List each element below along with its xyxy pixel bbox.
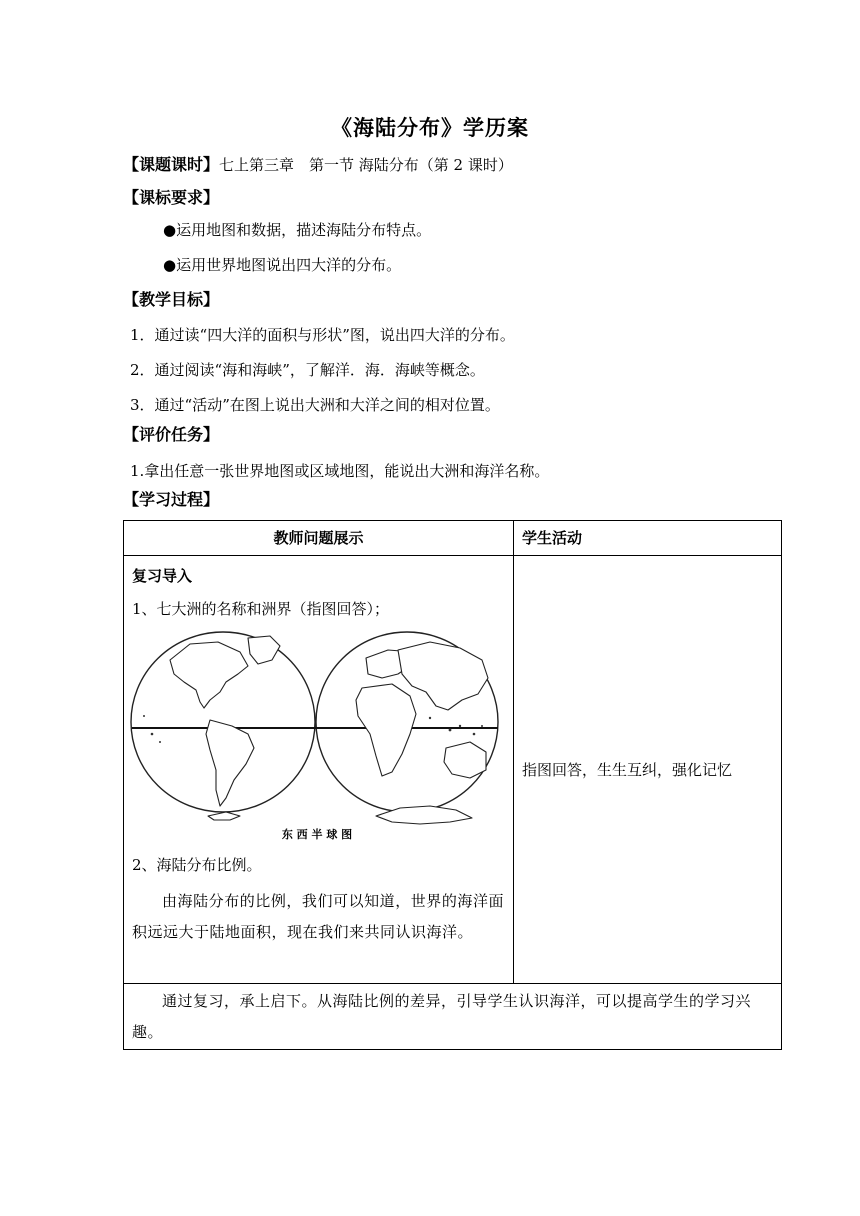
question-item: 2、海陆分布比例。	[132, 856, 262, 874]
goal-item: 2．通过阅读“海和海峡”，了解洋．海．海峡等概念。	[130, 361, 485, 379]
table-row	[124, 556, 782, 984]
map-caption: 东 西 半 球 图	[281, 828, 353, 841]
learning-process-table	[123, 520, 782, 1050]
eval-heading: 【评价任务】	[123, 425, 220, 444]
standard-item: ●运用地图和数据，描述海陆分布特点。	[163, 221, 432, 239]
goal-item: 3．通过“活动”在图上说出大洲和大洋之间的相对位置。	[130, 396, 500, 414]
header-teacher-label: 教师问题展示	[273, 529, 364, 547]
goals-heading: 【教学目标】	[123, 290, 220, 309]
teacher-content-cell	[124, 556, 514, 984]
explanation-paragraph: 由海陆分布的比例，我们可以知道，世界的海洋面积远远大于陆地面积，现在我们来共同认识海洋。	[132, 892, 504, 941]
table-header-row	[124, 521, 782, 556]
header-student-label: 学生活动	[522, 529, 583, 547]
table-row	[124, 984, 782, 1050]
process-heading: 【学习过程】	[123, 490, 220, 509]
hemispheres-map-image	[130, 630, 504, 844]
eval-item: 1.拿出任意一张世界地图或区域地图，能说出大洲和海洋名称。	[130, 462, 550, 480]
topic-value: 七上第三章 第一节 海陆分布（第 2 课时）	[219, 156, 513, 174]
standards-heading: 【课标要求】	[123, 188, 220, 207]
header-cell-student	[514, 521, 782, 556]
goal-item: 1．通过读“四大洋的面积与形状”图，说出四大洋的分布。	[130, 326, 515, 344]
standard-item: ●运用世界地图说出四大洋的分布。	[163, 256, 402, 274]
topic-label: 【课题课时】	[123, 155, 220, 174]
summary-cell: 通过复习，承上启下。从海陆比例的差异，引导学生认识海洋，可以提高学生的学习兴趣。	[124, 984, 782, 1050]
header-cell-teacher	[124, 521, 514, 556]
topic-line	[123, 152, 513, 175]
section-title: 复习导入	[132, 567, 193, 585]
question-item: 1、七大洲的名称和洲界（指图回答）；	[132, 600, 390, 618]
student-activity-cell	[514, 556, 782, 984]
student-activity-text: 指图回答，生生互纠，强化记忆	[522, 761, 733, 779]
document-title: 《海陆分布》学历案	[331, 116, 529, 140]
